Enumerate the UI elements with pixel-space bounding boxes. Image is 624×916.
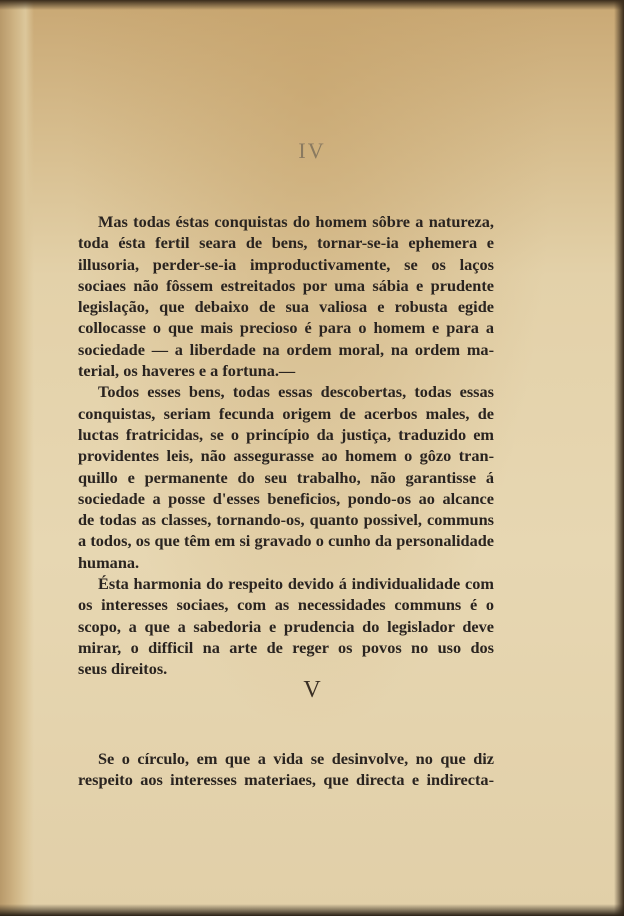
text-line: os interesses sociaes, com as necessidades communs é o bbox=[78, 595, 494, 615]
text-line: Mas todas éstas conquistas do homem sôbre a natureza, bbox=[98, 212, 494, 231]
text-line: illusoria, perder-se-ia improductivamente, se os laços bbox=[78, 254, 494, 274]
page-bottom-edge bbox=[0, 904, 624, 916]
text-line: de todas as classes, tornando-os, quanto possivel, communs bbox=[78, 510, 494, 530]
text-line: a todos, os que têm em si gravado o cunho da personalidade bbox=[78, 531, 494, 551]
paragraph bbox=[78, 211, 494, 381]
text-line: conquistas, seriam fecunda origem de acerbos males, de bbox=[78, 403, 494, 423]
text-line: sociaes não fôssem estreitados por uma sábia e prudente bbox=[78, 275, 494, 295]
text-line: mirar, o difficil na arte de reger os povos no uso dos bbox=[78, 637, 494, 657]
section-heading-v: V bbox=[303, 677, 321, 703]
text-line: toda ésta fertil seara de bens, tornar-se-ia ephemera e bbox=[78, 233, 494, 253]
page-top-edge bbox=[0, 0, 624, 10]
text-line: providentes leis, não assegurasse ao homem o gôzo tran- bbox=[78, 446, 494, 466]
text-line: quillo e permanente do seu trabalho, não garantisse á bbox=[78, 467, 494, 487]
section-v-text bbox=[78, 748, 494, 791]
text-line: humana. bbox=[78, 552, 140, 572]
text-line: luctas fratricidas, se o princípio da justiça, traduzido em bbox=[78, 424, 494, 444]
text-line: collocasse o que mais precioso é para o homem e para a bbox=[78, 318, 494, 338]
section-heading-iv: IV bbox=[298, 138, 326, 163]
paragraph bbox=[78, 573, 494, 679]
text-line: respeito aos interesses materiaes, que directa e indirecta- bbox=[78, 770, 494, 790]
text-line: sociedade — a liberdade na ordem moral, na ordem ma- bbox=[78, 339, 494, 359]
text-line: Todos esses bens, todas essas descobertas, todas essas bbox=[98, 382, 494, 402]
text-line: Ésta harmonia do respeito devido á individualidade com bbox=[98, 574, 494, 594]
text-line: scopo, a que a sabedoria e prudencia do legislador deve bbox=[78, 616, 494, 636]
section-iv-text bbox=[78, 211, 494, 680]
text-line: legislação, que debaixo de sua valiosa e robusta egide bbox=[78, 297, 494, 317]
text-line: Se o círculo, em que a vida se desinvolve, no que diz bbox=[98, 749, 494, 768]
text-line: seus direitos. bbox=[78, 659, 168, 679]
text-line: sociedade a posse d'esses beneficios, pondo-os ao alcance bbox=[78, 488, 494, 508]
paragraph bbox=[78, 748, 494, 791]
paragraph bbox=[78, 381, 494, 573]
text-line: terial, os haveres e a fortuna.— bbox=[78, 361, 296, 381]
